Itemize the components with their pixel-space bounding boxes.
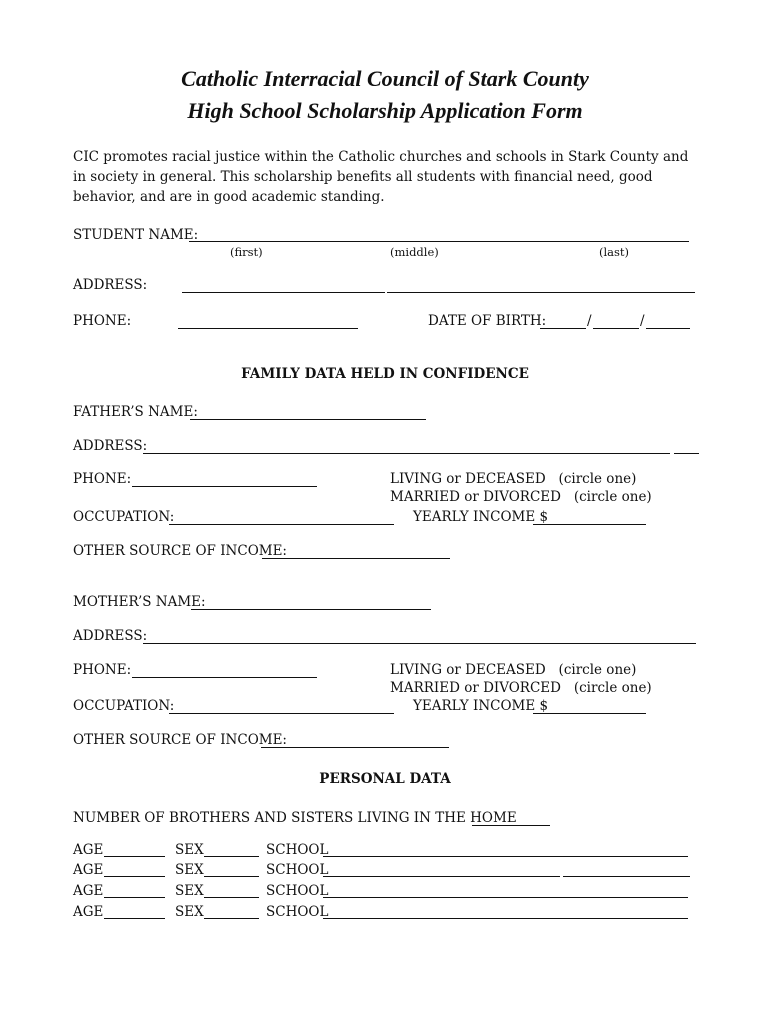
- school-label: SCHOOL: [266, 904, 329, 920]
- mother-occupation-field[interactable]: [169, 713, 394, 714]
- father-income-label: YEARLY INCOME $: [413, 509, 549, 525]
- school-label: SCHOOL: [266, 842, 329, 858]
- family-data-heading: FAMILY DATA HELD IN CONFIDENCE: [241, 366, 529, 382]
- sex-field[interactable]: [204, 856, 259, 857]
- student-phone-field[interactable]: [178, 328, 358, 329]
- father-name-field[interactable]: [190, 419, 426, 420]
- dob-day-field[interactable]: [593, 328, 639, 329]
- sex-label: SEX: [175, 904, 204, 920]
- father-address-field-1[interactable]: [143, 453, 670, 454]
- age-label: AGE: [73, 883, 104, 899]
- father-other-income-label: OTHER SOURCE OF INCOME:: [73, 543, 287, 559]
- age-field[interactable]: [104, 897, 165, 898]
- last-name-caption: (last): [599, 245, 630, 259]
- school-field-2[interactable]: [563, 876, 690, 877]
- mother-phone-field[interactable]: [132, 677, 317, 678]
- age-label: AGE: [73, 862, 104, 878]
- student-name-field[interactable]: [189, 241, 689, 242]
- age-field[interactable]: [104, 918, 165, 919]
- intro-paragraph: CIC promotes racial justice within the Catholic churches and schools in Stark County and in society in general. This scholarship benefits all students with financial need, good behavior, and are in good academic standing.: [73, 149, 689, 205]
- mother-occupation-label: OCCUPATION:: [73, 698, 175, 714]
- father-address-field-2[interactable]: [674, 453, 699, 454]
- school-field-1[interactable]: [323, 876, 560, 877]
- age-label: AGE: [73, 904, 104, 920]
- age-field[interactable]: [104, 856, 165, 857]
- school-label: SCHOOL: [266, 862, 329, 878]
- dob-year-field[interactable]: [646, 328, 690, 329]
- sex-field[interactable]: [204, 918, 259, 919]
- school-field[interactable]: [323, 897, 688, 898]
- father-occupation-label: OCCUPATION:: [73, 509, 175, 525]
- mother-marital-status: MARRIED or DIVORCED (circle one): [390, 680, 652, 696]
- mother-income-field[interactable]: [533, 713, 646, 714]
- father-name-label: FATHER’S NAME:: [73, 404, 198, 420]
- father-occupation-field[interactable]: [169, 524, 394, 525]
- student-address-label: ADDRESS:: [73, 277, 148, 293]
- form-title-line2: High School Scholarship Application Form: [187, 98, 583, 123]
- dob-separator: /: [640, 313, 645, 329]
- dob-month-field[interactable]: [540, 328, 586, 329]
- sex-field[interactable]: [204, 876, 259, 877]
- mother-other-income-field[interactable]: [261, 747, 449, 748]
- siblings-count-field[interactable]: [472, 825, 550, 826]
- mother-name-field[interactable]: [191, 609, 431, 610]
- school-label: SCHOOL: [266, 883, 329, 899]
- age-label: AGE: [73, 842, 104, 858]
- mother-living-status: LIVING or DECEASED (circle one): [390, 662, 637, 678]
- father-marital-status: MARRIED or DIVORCED (circle one): [390, 489, 652, 505]
- mother-income-label: YEARLY INCOME $: [413, 698, 549, 714]
- student-address-field-2[interactable]: [387, 292, 695, 293]
- personal-data-heading: PERSONAL DATA: [319, 771, 451, 787]
- sex-label: SEX: [175, 862, 204, 878]
- father-phone-label: PHONE:: [73, 471, 132, 487]
- dob-label: DATE OF BIRTH:: [428, 313, 547, 329]
- mother-other-income-label: OTHER SOURCE OF INCOME:: [73, 732, 287, 748]
- sex-label: SEX: [175, 883, 204, 899]
- mother-address-label: ADDRESS:: [73, 628, 148, 644]
- school-field[interactable]: [323, 918, 688, 919]
- father-other-income-field[interactable]: [262, 558, 450, 559]
- father-living-status: LIVING or DECEASED (circle one): [390, 471, 637, 487]
- father-phone-field[interactable]: [132, 486, 317, 487]
- school-field[interactable]: [323, 856, 688, 857]
- sex-label: SEX: [175, 842, 204, 858]
- mother-address-field[interactable]: [143, 643, 696, 644]
- age-field[interactable]: [104, 876, 165, 877]
- father-address-label: ADDRESS:: [73, 438, 148, 454]
- student-address-field-1[interactable]: [182, 292, 385, 293]
- student-name-label: STUDENT NAME:: [73, 227, 199, 243]
- student-phone-label: PHONE:: [73, 313, 132, 329]
- mother-phone-label: PHONE:: [73, 662, 132, 678]
- middle-name-caption: (middle): [390, 245, 439, 259]
- dob-separator: /: [587, 313, 592, 329]
- father-income-field[interactable]: [533, 524, 646, 525]
- siblings-label: NUMBER OF BROTHERS AND SISTERS LIVING IN THE HOME: [73, 810, 517, 826]
- form-title-line1: Catholic Interracial Council of Stark County: [181, 66, 589, 91]
- first-name-caption: (first): [230, 245, 263, 259]
- mother-name-label: MOTHER’S NAME:: [73, 594, 206, 610]
- sex-field[interactable]: [204, 897, 259, 898]
